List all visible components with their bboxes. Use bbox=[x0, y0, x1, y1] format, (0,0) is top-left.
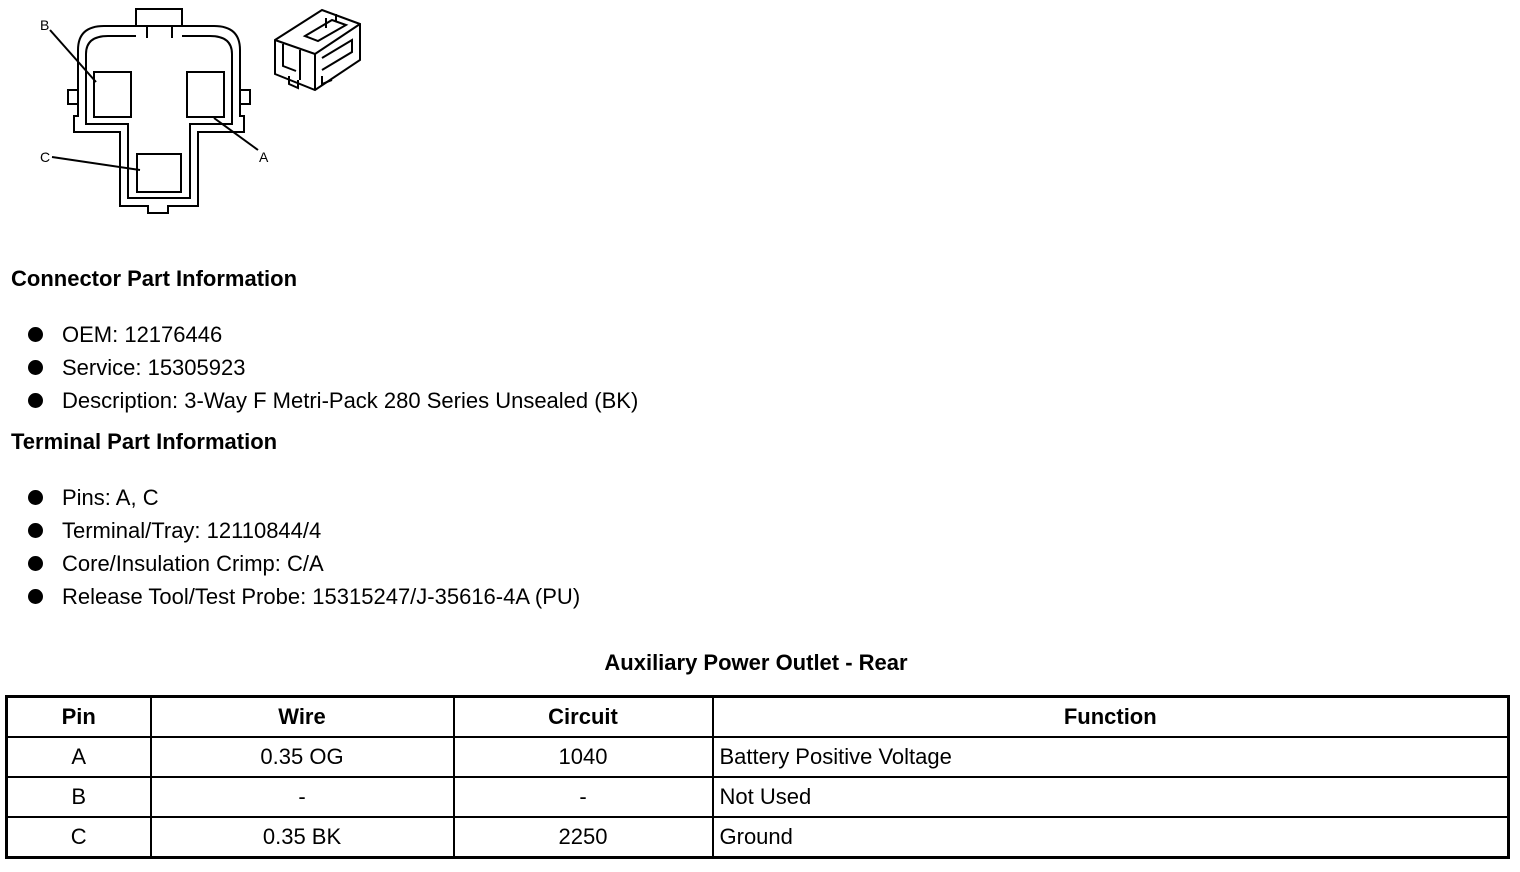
list-item bbox=[28, 384, 638, 417]
cell-function: Ground bbox=[713, 817, 1509, 858]
bullet-icon bbox=[28, 556, 43, 571]
cell-function: Not Used bbox=[713, 777, 1509, 817]
column-header-function: Function bbox=[713, 697, 1509, 738]
column-header-wire: Wire bbox=[151, 697, 454, 738]
bullet-icon bbox=[28, 393, 43, 408]
list-item-text: Terminal/Tray: 12110844/4 bbox=[62, 518, 322, 543]
cell-circuit: - bbox=[454, 777, 713, 817]
bullet-icon bbox=[28, 327, 43, 342]
terminal-part-list bbox=[28, 481, 580, 613]
connector-diagram bbox=[0, 0, 380, 225]
connector-part-list bbox=[28, 318, 638, 417]
cell-pin: C bbox=[7, 817, 151, 858]
bullet-icon bbox=[28, 523, 43, 538]
column-header-circuit: Circuit bbox=[454, 697, 713, 738]
cell-wire: 0.35 OG bbox=[151, 737, 454, 777]
cell-wire: - bbox=[151, 777, 454, 817]
list-item-text: Pins: A, C bbox=[62, 485, 159, 510]
list-item bbox=[28, 481, 580, 514]
list-item bbox=[28, 351, 638, 384]
cell-pin: B bbox=[7, 777, 151, 817]
cell-pin: A bbox=[7, 737, 151, 777]
table-row bbox=[7, 817, 1509, 858]
list-item bbox=[28, 318, 638, 351]
callout-a: A bbox=[259, 149, 269, 165]
cell-wire: 0.35 BK bbox=[151, 817, 454, 858]
cell-function: Battery Positive Voltage bbox=[713, 737, 1509, 777]
list-item-text: OEM: 12176446 bbox=[62, 322, 223, 347]
cell-circuit: 2250 bbox=[454, 817, 713, 858]
list-item-text: Release Tool/Test Probe: 15315247/J-35616-4A (PU) bbox=[62, 584, 581, 609]
pinout-table bbox=[5, 695, 1510, 859]
cell-circuit: 1040 bbox=[454, 737, 713, 777]
callout-b: B bbox=[40, 17, 50, 33]
column-header-pin: Pin bbox=[7, 697, 151, 738]
table-row bbox=[7, 777, 1509, 817]
table-title: Auxiliary Power Outlet - Rear bbox=[604, 650, 908, 675]
list-item-text: Service: 15305923 bbox=[62, 355, 246, 380]
terminal-part-heading: Terminal Part Information bbox=[11, 429, 278, 454]
bullet-icon bbox=[28, 360, 43, 375]
list-item-text: Core/Insulation Crimp: C/A bbox=[62, 551, 324, 576]
table-row bbox=[7, 737, 1509, 777]
list-item bbox=[28, 547, 580, 580]
table-header-row bbox=[7, 697, 1509, 738]
list-item-text: Description: 3-Way F Metri-Pack 280 Series Unsealed (BK) bbox=[62, 388, 639, 413]
list-item bbox=[28, 580, 580, 613]
callout-c: C bbox=[40, 149, 51, 165]
bullet-icon bbox=[28, 589, 43, 604]
bullet-icon bbox=[28, 490, 43, 505]
list-item bbox=[28, 514, 580, 547]
connector-part-heading: Connector Part Information bbox=[11, 266, 298, 291]
